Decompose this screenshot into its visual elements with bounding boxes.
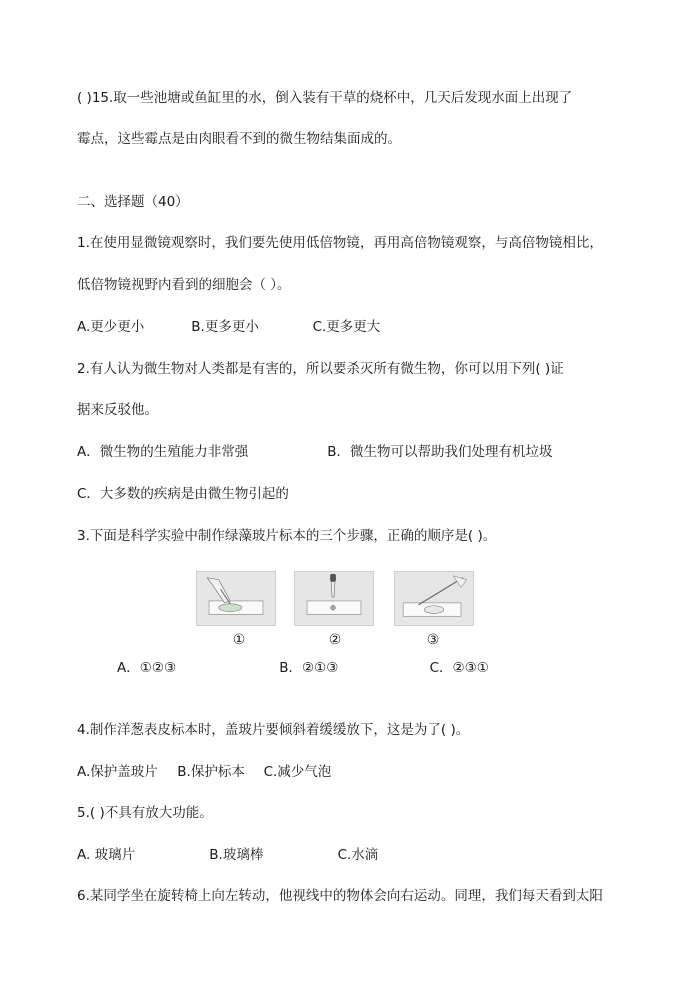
q15-line1: ( )15.取一些池塘或鱼缸里的水，倒入装有干草的烧杯中，几天后发现水面上出现了	[77, 90, 573, 106]
q3-step3-label: ③	[426, 632, 440, 648]
q5-option-c[interactable]: C.水滴	[337, 847, 379, 863]
q2-option-b[interactable]: B．微生物可以帮助我们处理有机垃圾	[327, 444, 553, 460]
q3-option-c[interactable]: C．②③①	[429, 660, 489, 676]
q3-step2-image	[294, 571, 374, 626]
q2-option-c[interactable]: C．大多数的疾病是由微生物引起的	[77, 486, 289, 502]
q3-step1-image	[196, 571, 276, 626]
q5-option-a[interactable]: A. 玻璃片	[77, 847, 136, 863]
section-title: 二、选择题（40）	[77, 194, 189, 210]
q2-option-a[interactable]: A．微生物的生殖能力非常强	[77, 444, 249, 460]
q2-options-ab	[77, 443, 553, 461]
q1-line2: 低倍物镜视野内看到的细胞会（ ）。	[77, 277, 291, 293]
q5-option-b[interactable]: B.玻璃棒	[209, 847, 264, 863]
q3-option-b[interactable]: B．②①③	[279, 660, 339, 676]
q3-options	[117, 659, 489, 677]
q4-option-b[interactable]: B.保护标本	[177, 764, 245, 780]
q4-option-a[interactable]: A.保护盖玻片	[77, 764, 158, 780]
q3-option-a[interactable]: A．①②③	[117, 660, 177, 676]
q1-option-c[interactable]: C.更多更大	[312, 319, 381, 335]
q1-option-b[interactable]: B.更多更小	[191, 319, 259, 335]
q1-line1: 1.在使用显微镜观察时，我们要先使用低倍物镜，再用高倍物镜观察，与高倍物镜相比，	[77, 235, 603, 251]
q5-options	[77, 846, 378, 864]
q5-line1: 5.( )不具有放大功能。	[77, 805, 213, 821]
q3-line1: 3.下面是科学实验中制作绿藻玻片标本的三个步骤，正确的顺序是( )。	[77, 528, 497, 544]
q4-line1: 4.制作洋葱表皮标本时，盖玻片要倾斜着缓缓放下，这是为了( )。	[77, 722, 470, 738]
q3-step2-label: ②	[328, 632, 342, 648]
q1-options	[77, 318, 380, 336]
q3-step1-label: ①	[232, 632, 246, 648]
q1-option-a[interactable]: A.更少更小	[77, 319, 145, 335]
q4-option-c[interactable]: C.减少气泡	[263, 764, 332, 780]
q2-line2: 据来反驳他。	[77, 402, 158, 418]
q6-line1: 6.某同学坐在旋转椅上向左转动，他视线中的物体会向右运动。同理，我们每天看到太阳	[77, 888, 603, 904]
q4-options	[77, 763, 331, 781]
q15-line2: 霉点，这些霉点是由肉眼看不到的微生物结集面成的。	[77, 131, 401, 147]
q2-line1: 2.有人认为微生物对人类都是有害的，所以要杀灭所有微生物，你可以用下列( )证	[77, 361, 564, 377]
q3-step3-image	[394, 571, 474, 626]
